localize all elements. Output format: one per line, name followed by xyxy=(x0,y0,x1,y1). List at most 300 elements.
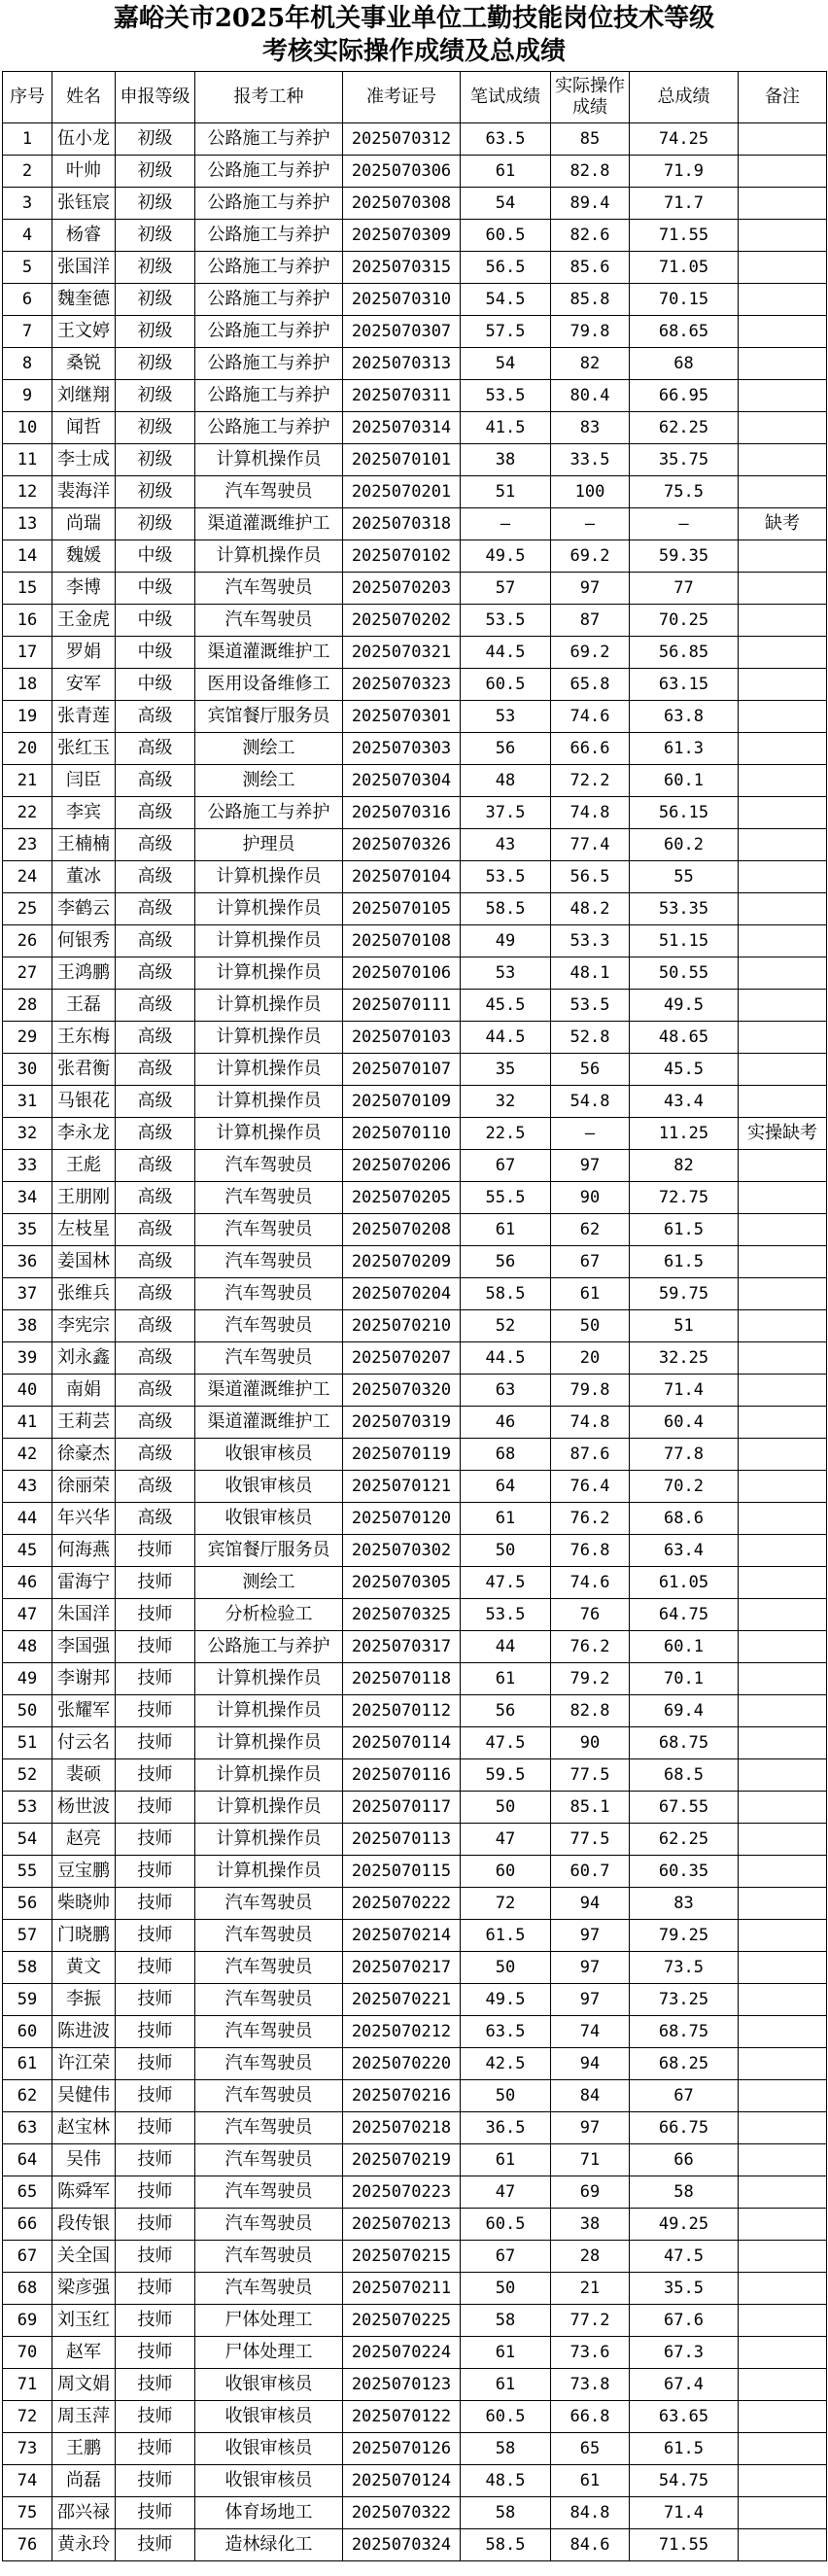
cell-ticket: 2025070121 xyxy=(343,1471,461,1503)
cell-total: 68.75 xyxy=(630,2016,739,2048)
table-row xyxy=(3,1599,827,1631)
cell-index: 22 xyxy=(3,797,52,829)
cell-level: 技师 xyxy=(116,2497,195,2529)
cell-written: 44.5 xyxy=(461,1342,551,1375)
cell-total: 53.35 xyxy=(630,893,739,925)
cell-trade: 体育场地工 xyxy=(195,2497,343,2529)
table-row xyxy=(3,1759,827,1792)
cell-trade: 汽车驾驶员 xyxy=(195,2048,343,2080)
cell-total: 68.6 xyxy=(630,1503,739,1535)
cell-level: 技师 xyxy=(116,1567,195,1599)
cell-written: 63.5 xyxy=(461,123,551,156)
table-row xyxy=(3,1246,827,1278)
cell-level: 初级 xyxy=(116,348,195,380)
table-row xyxy=(3,316,827,348)
cell-ticket: 2025070311 xyxy=(343,380,461,412)
cell-practical: 33.5 xyxy=(551,444,630,476)
cell-total: 59.75 xyxy=(630,1278,739,1310)
cell-name: 陈舜军 xyxy=(52,2176,116,2209)
table-row xyxy=(3,540,827,573)
cell-written: 22.5 xyxy=(461,1118,551,1150)
cell-level: 高级 xyxy=(116,1150,195,1182)
cell-index: 24 xyxy=(3,861,52,893)
table-row xyxy=(3,1439,827,1471)
cell-trade: 计算机操作员 xyxy=(195,1727,343,1759)
cell-practical: 38 xyxy=(551,2209,630,2241)
cell-name: 安军 xyxy=(52,669,116,701)
cell-name: 刘继翔 xyxy=(52,380,116,412)
cell-remark xyxy=(739,2273,827,2305)
cell-written: 48.5 xyxy=(461,2465,551,2497)
cell-ticket: 2025070126 xyxy=(343,2433,461,2465)
cell-trade: 汽车驾驶员 xyxy=(195,2080,343,2112)
cell-level: 技师 xyxy=(116,2209,195,2241)
cell-remark xyxy=(739,605,827,637)
table-row xyxy=(3,1150,827,1182)
table-row xyxy=(3,1342,827,1375)
cell-trade: 汽车驾驶员 xyxy=(195,1214,343,1246)
cell-practical: 28 xyxy=(551,2241,630,2273)
cell-trade: 计算机操作员 xyxy=(195,1856,343,1888)
cell-total: 70.1 xyxy=(630,1663,739,1695)
cell-practical: 56 xyxy=(551,1054,630,1086)
cell-level: 技师 xyxy=(116,2144,195,2176)
cell-name: 叶帅 xyxy=(52,156,116,188)
table-row xyxy=(3,2273,827,2305)
cell-level: 技师 xyxy=(116,1792,195,1824)
table-row xyxy=(3,1503,827,1535)
cell-remark xyxy=(739,2241,827,2273)
table-row xyxy=(3,508,827,540)
table-row xyxy=(3,1278,827,1310)
cell-written: 49.5 xyxy=(461,540,551,573)
cell-level: 初级 xyxy=(116,508,195,540)
cell-ticket: 2025070108 xyxy=(343,925,461,957)
cell-total: 51 xyxy=(630,1310,739,1342)
cell-index: 14 xyxy=(3,540,52,573)
table-row xyxy=(3,2241,827,2273)
table-row xyxy=(3,1631,827,1663)
cell-trade: 计算机操作员 xyxy=(195,990,343,1022)
cell-name: 闻哲 xyxy=(52,412,116,444)
cell-level: 技师 xyxy=(116,1535,195,1567)
cell-remark xyxy=(739,444,827,476)
cell-name: 王金虎 xyxy=(52,605,116,637)
cell-practical: 87.6 xyxy=(551,1439,630,1471)
cell-practical: 20 xyxy=(551,1342,630,1375)
cell-ticket: 2025070119 xyxy=(343,1439,461,1471)
cell-index: 17 xyxy=(3,637,52,669)
cell-name: 吴健伟 xyxy=(52,2080,116,2112)
cell-index: 40 xyxy=(3,1375,52,1407)
cell-practical: 60.7 xyxy=(551,1856,630,1888)
cell-total: 82 xyxy=(630,1150,739,1182)
cell-total: 68.65 xyxy=(630,316,739,348)
cell-ticket: 2025070220 xyxy=(343,2048,461,2080)
table-row xyxy=(3,1182,827,1214)
cell-remark xyxy=(739,2112,827,2144)
cell-trade: 计算机操作员 xyxy=(195,1118,343,1150)
cell-practical: 97 xyxy=(551,1920,630,1952)
cell-written: 58.5 xyxy=(461,1278,551,1310)
cell-index: 53 xyxy=(3,1792,52,1824)
cell-name: 魏媛 xyxy=(52,540,116,573)
cell-written: 44.5 xyxy=(461,637,551,669)
cell-written: 44.5 xyxy=(461,1022,551,1054)
cell-practical: 69.2 xyxy=(551,637,630,669)
cell-total: 60.2 xyxy=(630,829,739,861)
cell-remark xyxy=(739,1246,827,1278)
cell-practical: 79.8 xyxy=(551,316,630,348)
cell-trade: 计算机操作员 xyxy=(195,861,343,893)
cell-written: 48 xyxy=(461,765,551,797)
cell-total: 70.25 xyxy=(630,605,739,637)
cell-written: 64 xyxy=(461,1471,551,1503)
cell-ticket: 2025070308 xyxy=(343,188,461,220)
cell-practical: 77.5 xyxy=(551,1824,630,1856)
cell-index: 61 xyxy=(3,2048,52,2080)
cell-trade: 汽车驾驶员 xyxy=(195,573,343,605)
cell-remark xyxy=(739,637,827,669)
cell-total: 67.6 xyxy=(630,2305,739,2337)
cell-practical: 77.4 xyxy=(551,829,630,861)
cell-index: 33 xyxy=(3,1150,52,1182)
cell-name: 刘玉红 xyxy=(52,2305,116,2337)
cell-ticket: 2025070304 xyxy=(343,765,461,797)
cell-practical: 94 xyxy=(551,1888,630,1920)
cell-written: 61 xyxy=(461,2337,551,2369)
cell-trade: 公路施工与养护 xyxy=(195,380,343,412)
cell-remark xyxy=(739,2305,827,2337)
cell-index: 31 xyxy=(3,1086,52,1118)
cell-practical: 97 xyxy=(551,1984,630,2016)
col-header-total: 总成绩 xyxy=(630,72,739,123)
cell-ticket: 2025070106 xyxy=(343,957,461,990)
cell-ticket: 2025070201 xyxy=(343,476,461,508)
cell-name: 段传银 xyxy=(52,2209,116,2241)
cell-total: 71.7 xyxy=(630,188,739,220)
cell-practical: 74.6 xyxy=(551,701,630,733)
cell-remark xyxy=(739,669,827,701)
cell-remark xyxy=(739,2144,827,2176)
cell-remark xyxy=(739,1663,827,1695)
cell-name: 邵兴禄 xyxy=(52,2497,116,2529)
cell-name: 张耀军 xyxy=(52,1695,116,1727)
cell-index: 62 xyxy=(3,2080,52,2112)
cell-index: 50 xyxy=(3,1695,52,1727)
cell-level: 高级 xyxy=(116,1118,195,1150)
cell-name: 付云名 xyxy=(52,1727,116,1759)
cell-practical: 85.1 xyxy=(551,1792,630,1824)
cell-index: 63 xyxy=(3,2112,52,2144)
table-row xyxy=(3,188,827,220)
cell-remark xyxy=(739,412,827,444)
table-row xyxy=(3,2112,827,2144)
cell-name: 梁彦强 xyxy=(52,2273,116,2305)
cell-ticket: 2025070314 xyxy=(343,412,461,444)
cell-remark xyxy=(739,1888,827,1920)
cell-total: 67.4 xyxy=(630,2369,739,2401)
cell-name: 李谢邦 xyxy=(52,1663,116,1695)
cell-name: 张维兵 xyxy=(52,1278,116,1310)
cell-remark xyxy=(739,957,827,990)
cell-level: 技师 xyxy=(116,1856,195,1888)
cell-name: 赵亮 xyxy=(52,1824,116,1856)
cell-index: 18 xyxy=(3,669,52,701)
table-row xyxy=(3,765,827,797)
cell-trade: 公路施工与养护 xyxy=(195,188,343,220)
cell-practical: 66.8 xyxy=(551,2401,630,2433)
cell-written: 53 xyxy=(461,701,551,733)
cell-practical: 50 xyxy=(551,1310,630,1342)
cell-ticket: 2025070122 xyxy=(343,2401,461,2433)
cell-practical: 52.8 xyxy=(551,1022,630,1054)
cell-level: 技师 xyxy=(116,2465,195,2497)
cell-remark xyxy=(739,1792,827,1824)
table-row xyxy=(3,957,827,990)
cell-written: 67 xyxy=(461,1150,551,1182)
cell-practical: 97 xyxy=(551,2112,630,2144)
cell-level: 技师 xyxy=(116,1663,195,1695)
cell-trade: 汽车驾驶员 xyxy=(195,1952,343,1984)
cell-ticket: 2025070209 xyxy=(343,1246,461,1278)
cell-index: 9 xyxy=(3,380,52,412)
cell-practical: 69.2 xyxy=(551,540,630,573)
cell-remark xyxy=(739,2016,827,2048)
cell-ticket: 2025070319 xyxy=(343,1407,461,1439)
cell-level: 高级 xyxy=(116,1439,195,1471)
cell-practical: 82.8 xyxy=(551,156,630,188)
table-row xyxy=(3,1214,827,1246)
cell-level: 高级 xyxy=(116,797,195,829)
cell-practical: 77.2 xyxy=(551,2305,630,2337)
cell-total: 79.25 xyxy=(630,1920,739,1952)
cell-total: 63.15 xyxy=(630,669,739,701)
cell-total: 68 xyxy=(630,348,739,380)
cell-name: 王鹏 xyxy=(52,2433,116,2465)
cell-written: — xyxy=(461,508,551,540)
cell-ticket: 2025070305 xyxy=(343,1567,461,1599)
cell-trade: 医用设备维修工 xyxy=(195,669,343,701)
cell-ticket: 2025070110 xyxy=(343,1118,461,1150)
cell-ticket: 2025070117 xyxy=(343,1792,461,1824)
cell-practical: 84.8 xyxy=(551,2497,630,2529)
table-row xyxy=(3,1022,827,1054)
cell-written: 54 xyxy=(461,348,551,380)
cell-ticket: 2025070103 xyxy=(343,1022,461,1054)
cell-trade: 宾馆餐厅服务员 xyxy=(195,1535,343,1567)
cell-name: 尚瑞 xyxy=(52,508,116,540)
cell-trade: 测绘工 xyxy=(195,733,343,765)
cell-remark xyxy=(739,2433,827,2465)
cell-total: 45.5 xyxy=(630,1054,739,1086)
cell-ticket: 2025070113 xyxy=(343,1824,461,1856)
cell-ticket: 2025070316 xyxy=(343,797,461,829)
table-row xyxy=(3,252,827,284)
cell-total: 55 xyxy=(630,861,739,893)
table-row xyxy=(3,2433,827,2465)
cell-name: 周玉萍 xyxy=(52,2401,116,2433)
cell-practical: 82.6 xyxy=(551,220,630,252)
cell-trade: 公路施工与养护 xyxy=(195,797,343,829)
document-title-line-2: 考核实际操作成绩及总成绩 xyxy=(261,37,566,66)
cell-trade: 汽车驾驶员 xyxy=(195,2273,343,2305)
cell-remark xyxy=(739,284,827,316)
table-row xyxy=(3,123,827,156)
cell-level: 高级 xyxy=(116,829,195,861)
cell-level: 高级 xyxy=(116,1182,195,1214)
cell-trade: 计算机操作员 xyxy=(195,1086,343,1118)
cell-name: 南娟 xyxy=(52,1375,116,1407)
cell-level: 技师 xyxy=(116,1695,195,1727)
table-row xyxy=(3,1663,827,1695)
cell-written: 61 xyxy=(461,2144,551,2176)
cell-index: 25 xyxy=(3,893,52,925)
cell-ticket: 2025070225 xyxy=(343,2305,461,2337)
cell-level: 初级 xyxy=(116,284,195,316)
cell-name: 朱国洋 xyxy=(52,1599,116,1631)
cell-written: 47 xyxy=(461,2176,551,2209)
cell-remark xyxy=(739,1567,827,1599)
cell-total: 68.75 xyxy=(630,1727,739,1759)
cell-level: 高级 xyxy=(116,893,195,925)
cell-remark xyxy=(739,1984,827,2016)
cell-total: 56.85 xyxy=(630,637,739,669)
cell-total: 58 xyxy=(630,2176,739,2209)
cell-trade: 收银审核员 xyxy=(195,1439,343,1471)
cell-remark xyxy=(739,123,827,156)
cell-remark xyxy=(739,2209,827,2241)
cell-level: 技师 xyxy=(116,1952,195,1984)
cell-name: 李国强 xyxy=(52,1631,116,1663)
cell-level: 技师 xyxy=(116,2433,195,2465)
cell-index: 57 xyxy=(3,1920,52,1952)
cell-ticket: 2025070205 xyxy=(343,1182,461,1214)
cell-name: 李鹤云 xyxy=(52,893,116,925)
cell-level: 高级 xyxy=(116,1503,195,1535)
table-row xyxy=(3,2305,827,2337)
cell-index: 70 xyxy=(3,2337,52,2369)
cell-level: 技师 xyxy=(116,2176,195,2209)
cell-trade: 计算机操作员 xyxy=(195,444,343,476)
cell-level: 高级 xyxy=(116,1407,195,1439)
cell-total: 71.4 xyxy=(630,2497,739,2529)
cell-index: 3 xyxy=(3,188,52,220)
cell-name: 陈进波 xyxy=(52,2016,116,2048)
cell-name: 黄文 xyxy=(52,1952,116,1984)
cell-ticket: 2025070204 xyxy=(343,1278,461,1310)
cell-ticket: 2025070211 xyxy=(343,2273,461,2305)
cell-level: 高级 xyxy=(116,1246,195,1278)
table-row xyxy=(3,861,827,893)
cell-practical: 65 xyxy=(551,2433,630,2465)
cell-practical: 97 xyxy=(551,573,630,605)
table-row xyxy=(3,1792,827,1824)
cell-written: 46 xyxy=(461,1407,551,1439)
cell-index: 5 xyxy=(3,252,52,284)
table-header-row xyxy=(3,72,827,123)
cell-ticket: 2025070317 xyxy=(343,1631,461,1663)
cell-remark xyxy=(739,1824,827,1856)
cell-index: 12 xyxy=(3,476,52,508)
cell-index: 39 xyxy=(3,1342,52,1375)
cell-name: 王莉芸 xyxy=(52,1407,116,1439)
cell-written: 60 xyxy=(461,1856,551,1888)
cell-index: 72 xyxy=(3,2401,52,2433)
cell-total: 75.5 xyxy=(630,476,739,508)
cell-trade: 测绘工 xyxy=(195,765,343,797)
cell-ticket: 2025070301 xyxy=(343,701,461,733)
cell-practical: 76.8 xyxy=(551,1535,630,1567)
cell-written: 41.5 xyxy=(461,412,551,444)
cell-trade: 汽车驾驶员 xyxy=(195,1246,343,1278)
cell-ticket: 2025070216 xyxy=(343,2080,461,2112)
document-title-line-1: 嘉峪关市2025年机关事业单位工勤技能岗位技术等级 xyxy=(113,4,715,33)
cell-name: 伍小龙 xyxy=(52,123,116,156)
cell-index: 42 xyxy=(3,1439,52,1471)
table-row xyxy=(3,990,827,1022)
cell-level: 技师 xyxy=(116,2241,195,2273)
cell-total: 43.4 xyxy=(630,1086,739,1118)
cell-total: 49.5 xyxy=(630,990,739,1022)
cell-remark xyxy=(739,316,827,348)
cell-remark xyxy=(739,1631,827,1663)
cell-written: 47 xyxy=(461,1824,551,1856)
cell-total: 70.15 xyxy=(630,284,739,316)
cell-written: 61 xyxy=(461,156,551,188)
cell-index: 48 xyxy=(3,1631,52,1663)
cell-trade: 汽车驾驶员 xyxy=(195,605,343,637)
cell-level: 初级 xyxy=(116,476,195,508)
cell-trade: 测绘工 xyxy=(195,1567,343,1599)
cell-level: 高级 xyxy=(116,701,195,733)
cell-remark xyxy=(739,1214,827,1246)
cell-index: 28 xyxy=(3,990,52,1022)
cell-total: 68.5 xyxy=(630,1759,739,1792)
cell-index: 29 xyxy=(3,1022,52,1054)
cell-name: 姜国林 xyxy=(52,1246,116,1278)
cell-ticket: 2025070109 xyxy=(343,1086,461,1118)
cell-total: 35.5 xyxy=(630,2273,739,2305)
cell-ticket: 2025070202 xyxy=(343,605,461,637)
cell-remark xyxy=(739,252,827,284)
cell-name: 徐豪杰 xyxy=(52,1439,116,1471)
cell-total: 68.25 xyxy=(630,2048,739,2080)
cell-total: 61.3 xyxy=(630,733,739,765)
table-row xyxy=(3,1824,827,1856)
cell-written: 53.5 xyxy=(461,605,551,637)
cell-trade: 计算机操作员 xyxy=(195,893,343,925)
cell-level: 高级 xyxy=(116,1310,195,1342)
cell-trade: 公路施工与养护 xyxy=(195,412,343,444)
cell-practical: 53.3 xyxy=(551,925,630,957)
col-header-written: 笔试成绩 xyxy=(461,72,551,123)
cell-ticket: 2025070203 xyxy=(343,573,461,605)
cell-remark xyxy=(739,156,827,188)
cell-level: 高级 xyxy=(116,990,195,1022)
cell-written: 54 xyxy=(461,188,551,220)
cell-trade: 汽车驾驶员 xyxy=(195,1984,343,2016)
cell-ticket: 2025070306 xyxy=(343,156,461,188)
cell-trade: 收银审核员 xyxy=(195,2401,343,2433)
cell-ticket: 2025070107 xyxy=(343,1054,461,1086)
cell-total: 59.35 xyxy=(630,540,739,573)
cell-index: 43 xyxy=(3,1471,52,1503)
cell-total: 63.8 xyxy=(630,701,739,733)
cell-practical: 74.6 xyxy=(551,1567,630,1599)
table-row xyxy=(3,2209,827,2241)
cell-written: 35 xyxy=(461,1054,551,1086)
